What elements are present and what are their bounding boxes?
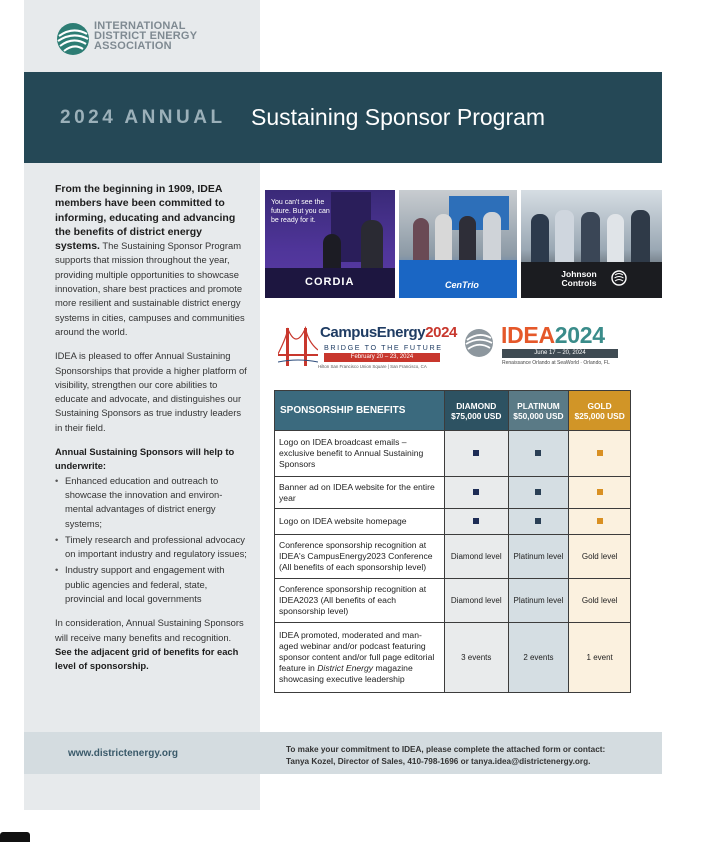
centrio-sign: CenTrio bbox=[445, 280, 479, 290]
benefit-text: magazine showcasing executive leadership bbox=[279, 663, 413, 684]
campus-venue: Hilton San Francisco Union Square | San Francisco, CA bbox=[318, 364, 427, 369]
table-header-row bbox=[275, 391, 631, 431]
table-row bbox=[275, 431, 631, 477]
diamond-cell bbox=[444, 477, 508, 509]
footer bbox=[24, 732, 662, 774]
table-row bbox=[275, 535, 631, 579]
intro-rest-text: The Sustaining Sponsor Program supports that mission throughout the year, providing multiple opportunities to showcase innovation, share best practices and promote more resilient and sustainable district energy systems in cities, campuses and communities around the world. bbox=[55, 240, 245, 337]
diamond-cell: Diamond level bbox=[444, 535, 508, 579]
intro-bold-text: From the beginning in 1909, IDEA members have been committed to informing, educating and advancing the benefits of district energy systems. bbox=[55, 183, 236, 253]
benefit-cell: Banner ad on IDEA website for the entire year bbox=[275, 477, 445, 509]
gold-cell: Gold level bbox=[569, 535, 631, 579]
diamond-cell: Diamond level bbox=[444, 579, 508, 623]
person-figure bbox=[531, 214, 549, 268]
table-header-benefits: SPONSORSHIP BENEFITS bbox=[275, 391, 445, 431]
platinum-cell: 2 events bbox=[508, 623, 569, 693]
idea2024-venue: Renaissance Orlando at SeaWorld · Orlando, FL bbox=[502, 360, 610, 366]
person-figure bbox=[607, 214, 624, 268]
cordia-sign: CORDIA bbox=[305, 276, 355, 288]
table-row bbox=[275, 477, 631, 509]
contact-line: To make your commitment to IDEA, please complete the attached form or contact: bbox=[286, 745, 606, 754]
tier-price: $25,000 USD bbox=[574, 410, 625, 421]
idea2024-title-year: 2024 bbox=[554, 322, 605, 348]
campus-title-a: CampusEnergy bbox=[320, 324, 426, 341]
logo-line: INTERNATIONAL bbox=[94, 20, 186, 32]
underwrite-heading: Annual Sustaining Sponsors will help to underwrite: bbox=[55, 446, 235, 472]
tier-name: GOLD bbox=[587, 400, 612, 411]
campus-tagline: BRIDGE TO THE FUTURE bbox=[324, 343, 443, 352]
footer-left-panel bbox=[24, 732, 260, 774]
tier-name: DIAMOND bbox=[456, 400, 497, 411]
banner-year: 2024 ANNUAL bbox=[60, 107, 226, 128]
campus-title-year: 2024 bbox=[425, 324, 458, 341]
table-header-gold bbox=[569, 391, 631, 431]
gold-cell: 1 event bbox=[569, 623, 631, 693]
logo-wordmark bbox=[94, 21, 197, 51]
benefit-text: IDEA promoted, moderated and man-aged webinar and/or podcast featuring sponsor content and/or full page editorial feature in bbox=[279, 630, 435, 673]
page-title: Sustaining Sponsor Program bbox=[251, 104, 546, 130]
benefit-cell: Logo on IDEA website homepage bbox=[275, 509, 445, 535]
included-mark-icon bbox=[473, 518, 479, 524]
list-item: • Timely research and professional advocacy on important industry and regulatory issues; bbox=[55, 533, 247, 562]
benefit-cell: Logo on IDEA broadcast emails – exclusive benefit to Annual Sustaining Sponsors bbox=[275, 431, 445, 477]
logo-line: DISTRICT ENERGY bbox=[94, 30, 198, 42]
footer-right-panel bbox=[260, 732, 662, 774]
sponsor-photos bbox=[265, 190, 662, 298]
table-row bbox=[275, 509, 631, 535]
contact-line: Tanya Kozel, Director of Sales, 410-798-1696 or tanya.idea@districtenergy.org. bbox=[286, 757, 591, 766]
platinum-cell: Platinum level bbox=[508, 535, 569, 579]
campusenergy-logo bbox=[278, 322, 458, 372]
contact-info bbox=[286, 744, 605, 768]
closing-text: In consideration, Annual Sustaining Sponsors will receive many benefits and recognition. bbox=[55, 617, 244, 643]
booth-table bbox=[399, 260, 517, 298]
included-mark-icon bbox=[535, 489, 541, 495]
cordia-tagline: You can't see the future. But you can be ready for it. bbox=[271, 199, 330, 224]
website-link[interactable]: www.districtenergy.org bbox=[68, 748, 179, 759]
globe-swirl-icon bbox=[56, 22, 90, 56]
gold-cell bbox=[569, 477, 631, 509]
logo-line: ASSOCIATION bbox=[94, 40, 172, 52]
table-row bbox=[275, 623, 631, 693]
closing-bold-text: See the adjacent grid of benefits for each level of sponsorship. bbox=[55, 645, 239, 672]
benefit-cell: Conference sponsorship recognition at IDEA2023 (All benefits of each sponsorship level) bbox=[275, 579, 445, 623]
idea2024-title bbox=[501, 322, 605, 349]
diamond-cell: 3 events bbox=[444, 623, 508, 693]
johnson-controls-logo-icon bbox=[611, 270, 627, 286]
sidebar-content bbox=[55, 182, 247, 684]
underwrite-list bbox=[55, 474, 247, 607]
platinum-cell bbox=[508, 431, 569, 477]
included-mark-icon bbox=[473, 489, 479, 495]
corner-mark bbox=[0, 832, 30, 842]
platinum-cell bbox=[508, 477, 569, 509]
campus-dates: February 20 – 23, 2024 bbox=[324, 353, 440, 362]
gold-cell bbox=[569, 431, 631, 477]
tier-price: $50,000 USD bbox=[513, 410, 564, 421]
gold-cell bbox=[569, 509, 631, 535]
person-figure bbox=[581, 212, 600, 268]
campus-title bbox=[320, 324, 457, 341]
tier-name: PLATINUM bbox=[517, 400, 560, 411]
tier-price: $75,000 USD bbox=[451, 410, 502, 421]
idea-swirl-icon bbox=[464, 328, 494, 358]
closing-paragraph bbox=[55, 616, 247, 673]
benefit-cell bbox=[275, 623, 445, 693]
table-header-platinum bbox=[508, 391, 569, 431]
idea-logo bbox=[56, 20, 216, 60]
johnson-sign: Johnson Controls bbox=[561, 269, 597, 288]
idea2024-logo bbox=[464, 322, 634, 372]
gold-cell: Gold level bbox=[569, 579, 631, 623]
person-figure bbox=[631, 210, 650, 268]
included-mark-icon bbox=[597, 489, 603, 495]
person-figure bbox=[555, 210, 574, 268]
diamond-cell bbox=[444, 509, 508, 535]
list-item: • Enhanced education and outreach to showcase the innovation and environ-mental advantages of district energy systems; bbox=[55, 474, 247, 531]
idea2024-title-a: IDEA bbox=[501, 322, 555, 348]
platinum-cell bbox=[508, 509, 569, 535]
included-mark-icon bbox=[597, 450, 603, 456]
included-mark-icon bbox=[597, 518, 603, 524]
benefit-cell: Conference sponsorship recognition at IDEA's CampusEnergy2023 Conference (All benefits of each sponsorship level) bbox=[275, 535, 445, 579]
list-item: • Industry support and engagement with public agencies and federal, state, provincial and local governments bbox=[55, 563, 247, 606]
included-mark-icon bbox=[535, 450, 541, 456]
platinum-cell: Platinum level bbox=[508, 579, 569, 623]
photo-cordia bbox=[265, 190, 395, 298]
second-paragraph: IDEA is pleased to offer Annual Sustaining Sponsorships that provide a higher platform of visibility, strengthen our core abilities to educate and advocate, and distinguishes our Sustaining Sponsors as true industry leaders in their field. bbox=[55, 350, 247, 433]
included-mark-icon bbox=[535, 518, 541, 524]
photo-johnson-controls bbox=[521, 190, 662, 298]
idea2024-dates: June 17 – 20, 2024 bbox=[502, 349, 618, 358]
intro-paragraph bbox=[55, 182, 247, 339]
included-mark-icon bbox=[473, 450, 479, 456]
table-header-diamond bbox=[444, 391, 508, 431]
golden-gate-bridge-icon bbox=[278, 324, 318, 370]
title-banner bbox=[24, 72, 662, 163]
diamond-cell bbox=[444, 431, 508, 477]
magazine-title: District Energy bbox=[317, 663, 374, 673]
table-row bbox=[275, 579, 631, 623]
sponsorship-benefits-table bbox=[274, 390, 631, 693]
photo-centrio bbox=[399, 190, 517, 298]
